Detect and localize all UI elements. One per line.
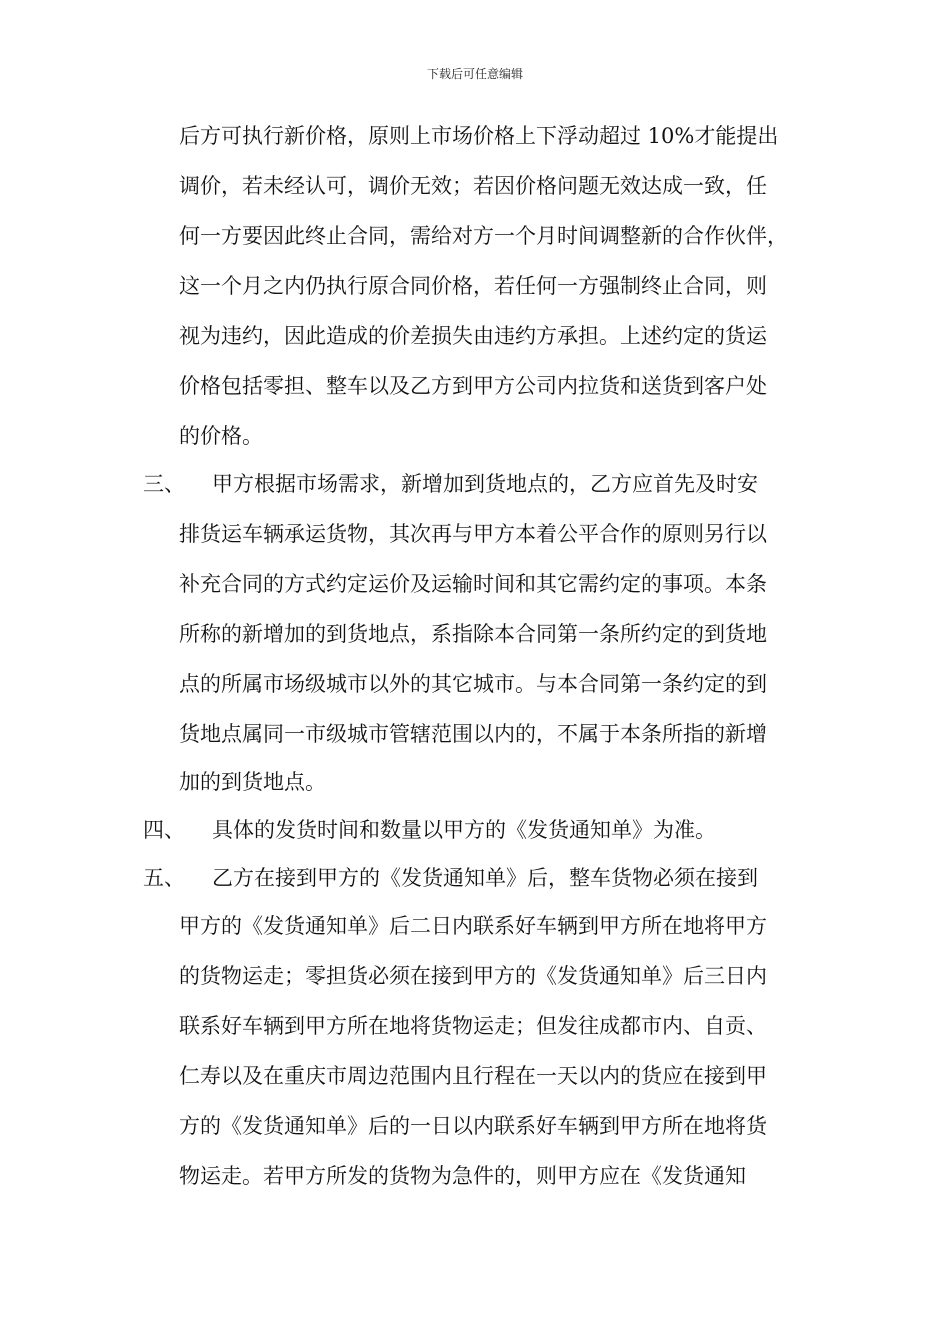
clause-line: 所称的新增加的到货地点，系指除本合同第一条所约定的到货地 (179, 622, 767, 646)
clause-line: 的货物运走；零担货必须在接到甲方的《发货通知单》后三日内 (179, 964, 767, 988)
clause-line: 点的所属市场级城市以外的其它城市。与本合同第一条约定的到 (179, 672, 767, 696)
clause-line: 联系好车辆到甲方所在地将货物运走；但发往成都市内、自贡、 (179, 1014, 767, 1038)
clause-marker: 三、 (143, 472, 185, 496)
page-header-note: 下载后可任意编辑 (426, 67, 523, 81)
paragraph-line: 何一方要因此终止合同，需给对方一个月时间调整新的合作伙伴， (179, 224, 788, 248)
clause-marker: 四、 (143, 818, 185, 842)
clause-line: 甲方的《发货通知单》后二日内联系好车辆到甲方所在地将甲方 (179, 914, 767, 938)
paragraph-line: 调价，若未经认可，调价无效；若因价格问题无效达成一致，任 (179, 174, 767, 198)
clause-marker: 五、 (143, 866, 185, 890)
paragraph-line: 价格包括零担、整车以及乙方到甲方公司内拉货和送货到客户处 (179, 374, 767, 398)
paragraph-line: 的价格。 (179, 424, 263, 448)
clause-first-line: 甲方根据市场需求，新增加到货地点的，乙方应首先及时安 (212, 472, 758, 496)
clause-line: 方的《发货通知单》后的一日以内联系好车辆到甲方所在地将货 (179, 1114, 767, 1138)
clause-line: 仁寿以及在重庆市周边范围内且行程在一天以内的货应在接到甲 (179, 1064, 767, 1088)
clause-line: 物运走。若甲方所发的货物为急件的，则甲方应在《发货通知 (179, 1164, 746, 1188)
clause-line: 加的到货地点。 (179, 770, 326, 794)
paragraph-line: 这一个月之内仍执行原合同价格，若任何一方强制终止合同，则 (179, 274, 767, 298)
clause-line: 排货运车辆承运货物，其次再与甲方本着公平合作的原则另行以 (179, 522, 767, 546)
paragraph-line: 视为违约，因此造成的价差损失由违约方承担。上述约定的货运 (179, 324, 767, 348)
clause-line: 货地点属同一市级城市管辖范围以内的，不属于本条所指的新增 (179, 722, 767, 746)
paragraph-line: 后方可执行新价格，原则上市场价格上下浮动超过 10%才能提出 (179, 124, 779, 148)
clause-line: 补充合同的方式约定运价及运输时间和其它需约定的事项。本条 (179, 572, 767, 596)
clause-first-line: 具体的发货时间和数量以甲方的《发货通知单》为准。 (212, 818, 716, 842)
clause-first-line: 乙方在接到甲方的《发货通知单》后，整车货物必须在接到 (212, 866, 758, 890)
